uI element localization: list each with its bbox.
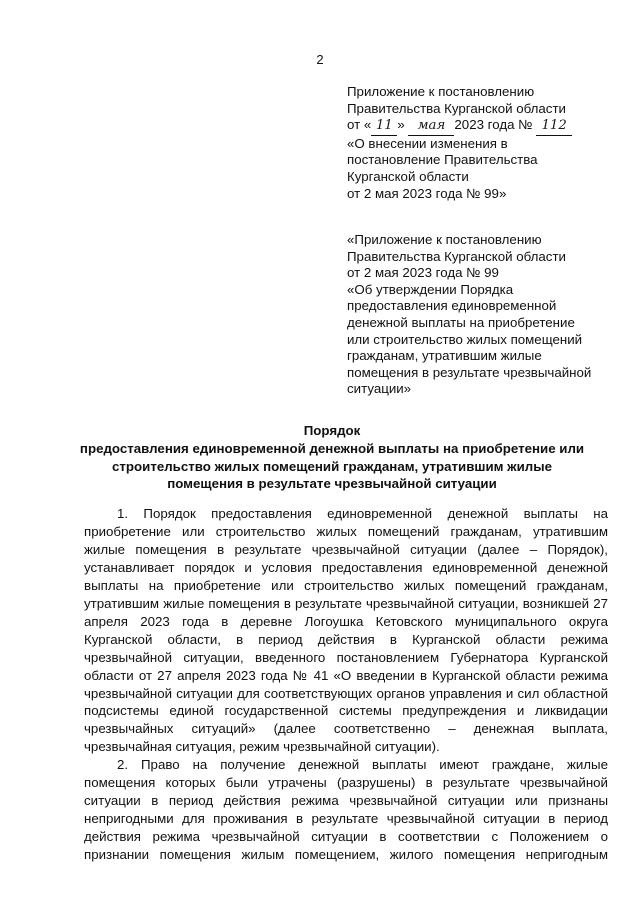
appendix-line-7: от 2 мая 2023 года № 99»: [347, 185, 507, 201]
original-appendix-line: ситуации»: [347, 381, 412, 397]
title-line-2: предоставления единовременной денежной выплаты на приобретение или: [79, 440, 585, 456]
date-prefix: от «: [347, 117, 372, 133]
original-appendix-line: помещения в результате чрезвычайной: [347, 364, 592, 380]
appendix-line-1: Приложение к постановлению: [347, 84, 535, 99]
original-appendix-line: от 2 мая 2023 года № 99: [347, 265, 499, 281]
title-line-1: Порядок: [303, 423, 361, 438]
appendix-line-6: Курганской области: [347, 168, 469, 184]
title-line-3: строительство жилых помещений гражданам, утратившим жилые: [112, 458, 552, 474]
original-appendix-header: [347, 232, 617, 398]
appendix-line-4: «О внесении изменения в: [347, 135, 508, 151]
document-title: [62, 422, 602, 493]
paragraph-2: 2. Право на получение денежной выплаты имеют граждане, жилые помещения которых были утрачены (разрушены) в результате чрезвычайной ситуации в период действия режима чрезвычайной ситуации или признаны непригодными для проживания в результате чрезвычайной ситуации в период действия режима чрезвычайной ситуации в соответствии с Положением о признании помещения жилым помещением, жилого помещения непригодным: [84, 757, 608, 863]
original-appendix-line: предоставления единовременной: [347, 298, 557, 314]
original-appendix-line: гражданам, утратившим жилые: [347, 348, 542, 364]
original-appendix-line: или строительство жилых помещений: [347, 331, 583, 347]
handwritten-month: мая: [408, 118, 454, 136]
document-body: [84, 505, 608, 864]
original-appendix-line: Правительства Курганской области: [347, 248, 566, 264]
original-appendix-line: денежной выплаты на приобретение: [347, 314, 575, 330]
appendix-header: [347, 84, 617, 202]
handwritten-day: 11: [371, 118, 397, 136]
page-number: 2: [316, 52, 324, 67]
original-appendix-line: «Об утверждении Порядка: [347, 281, 514, 297]
handwritten-number: 112: [536, 118, 572, 136]
appendix-line-3: [347, 117, 617, 136]
appendix-line-2: Правительства Курганской области: [347, 100, 566, 116]
appendix-line-5: постановление Правительства: [347, 152, 538, 168]
original-appendix-line: «Приложение к постановлению: [347, 232, 542, 247]
title-line-4: помещения в результате чрезвычайной ситуации: [167, 476, 497, 492]
date-year: 2023 года №: [454, 117, 533, 133]
date-mid: »: [397, 117, 405, 133]
paragraph-1: 1. Порядок предоставления единовременной денежной выплаты на приобретение или строительство жилых помещений гражданам, утратившим жилые помещения в результате чрезвычайной ситуации (далее – Порядок), устанавливает порядок и условия предоставления единовременной денежной выплаты на приобретение или строительство жилых помещений гражданам, утратившим жилые помещения в результате чрезвычайной ситуации, возникшей 27 апреля 2023 года в деревне Логоушка Кетовского муниципального округа Курганской области, в период действия в Курганской области режима чрезвычайной ситуации, введенного постановлением Губернатора Курганской области от 27 апреля 2023 года № 41 «О введении в Курганской области режима чрезвычайной ситуации для соответствующих органов управления и сил областной подсистемы единой государственной системы предупреждения и ликвидации чрезвычайных ситуаций» (далее соответственно – денежная выплата, чрезвычайная ситуация, режим чрезвычайной ситуации).: [84, 506, 608, 755]
